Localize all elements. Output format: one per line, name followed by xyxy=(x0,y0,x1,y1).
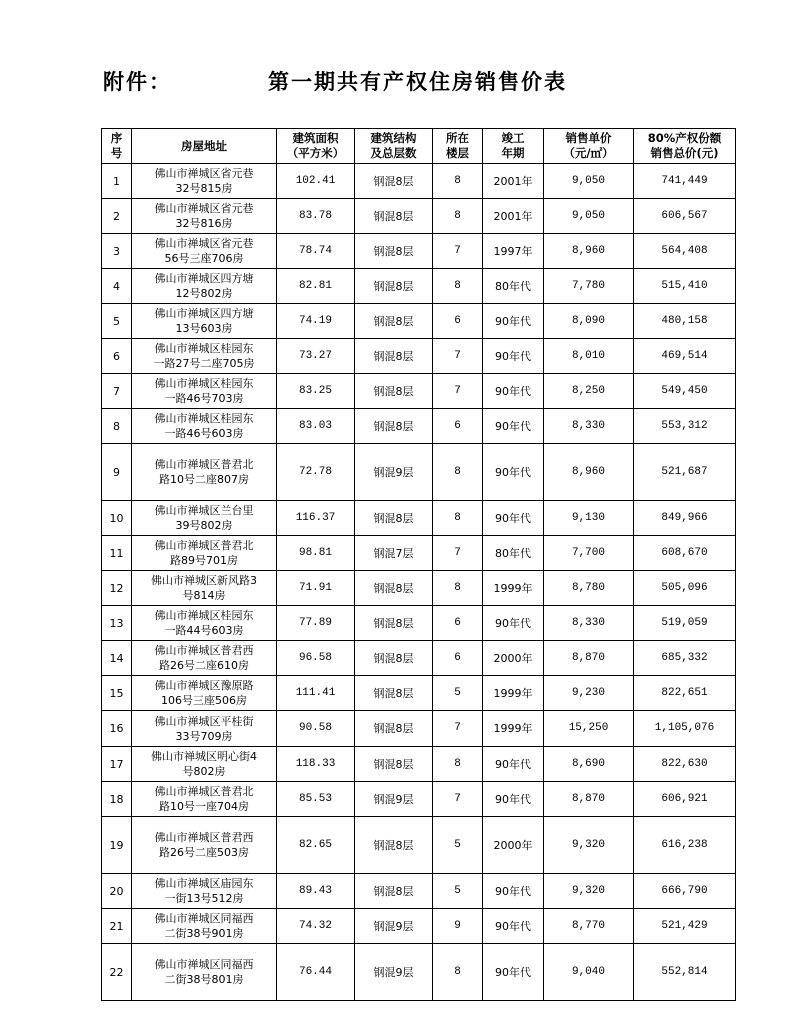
address-line-1: 佛山市禅城区普君北 xyxy=(154,458,254,471)
cell-completion-year: 90年代 xyxy=(483,339,544,374)
cell-unit-price: 8,690 xyxy=(544,747,634,782)
cell-address xyxy=(132,782,277,817)
cell-structure: 钢混9层 xyxy=(355,909,433,944)
cell-completion-year: 90年代 xyxy=(483,782,544,817)
cell-no: 3 xyxy=(102,234,132,269)
cell-address xyxy=(132,164,277,199)
cell-structure: 钢混9层 xyxy=(355,782,433,817)
cell-structure: 钢混8层 xyxy=(355,501,433,536)
cell-total-price: 606,567 xyxy=(634,199,736,234)
cell-floor: 5 xyxy=(433,676,483,711)
header-col-structure xyxy=(355,129,433,164)
header-col-unit-price xyxy=(544,129,634,164)
table-body xyxy=(102,164,736,1001)
cell-completion-year: 1999年 xyxy=(483,571,544,606)
cell-total-price: 685,332 xyxy=(634,641,736,676)
header-line-1: 80%产权份额 xyxy=(647,131,722,145)
cell-floor: 9 xyxy=(433,909,483,944)
cell-no: 14 xyxy=(102,641,132,676)
cell-floor: 7 xyxy=(433,374,483,409)
cell-floor: 8 xyxy=(433,747,483,782)
cell-address xyxy=(132,944,277,1001)
cell-structure: 钢混9层 xyxy=(355,444,433,501)
cell-no: 1 xyxy=(102,164,132,199)
cell-structure: 钢混8层 xyxy=(355,711,433,747)
cell-floor: 8 xyxy=(433,164,483,199)
address-line-1: 佛山市禅城区明心街4 xyxy=(151,750,257,763)
cell-unit-price: 7,780 xyxy=(544,269,634,304)
table-row xyxy=(102,164,736,199)
address-line-2: 39号802房 xyxy=(175,519,233,532)
cell-area: 98.81 xyxy=(277,536,355,571)
header-line-2: 号 xyxy=(110,146,123,160)
header-col-floor xyxy=(433,129,483,164)
cell-no: 15 xyxy=(102,676,132,711)
cell-structure: 钢混8层 xyxy=(355,199,433,234)
table-row xyxy=(102,234,736,269)
cell-no: 5 xyxy=(102,304,132,339)
cell-structure: 钢混9层 xyxy=(355,944,433,1001)
cell-floor: 5 xyxy=(433,874,483,909)
header-line-2: 及总层数 xyxy=(370,146,417,160)
address-line-2: 一路44号603房 xyxy=(164,624,244,637)
address-line-1: 佛山市禅城区四方塘 xyxy=(154,307,254,320)
cell-address xyxy=(132,676,277,711)
address-line-2: 一街13号512房 xyxy=(164,892,244,905)
cell-no: 12 xyxy=(102,571,132,606)
cell-total-price: 616,238 xyxy=(634,817,736,874)
cell-floor: 7 xyxy=(433,711,483,747)
address-line-2: 二街38号901房 xyxy=(164,927,244,940)
cell-area: 74.19 xyxy=(277,304,355,339)
cell-unit-price: 8,330 xyxy=(544,606,634,641)
header-col-no xyxy=(102,129,132,164)
cell-structure: 钢混8层 xyxy=(355,304,433,339)
cell-area: 74.32 xyxy=(277,909,355,944)
cell-structure: 钢混8层 xyxy=(355,234,433,269)
cell-floor: 5 xyxy=(433,817,483,874)
cell-area: 89.43 xyxy=(277,874,355,909)
header-line-1: 房屋地址 xyxy=(181,138,227,153)
address-line-1: 佛山市禅城区省元巷 xyxy=(154,202,254,215)
cell-total-price: 521,429 xyxy=(634,909,736,944)
cell-total-price: 606,921 xyxy=(634,782,736,817)
cell-address xyxy=(132,339,277,374)
address-line-1: 佛山市禅城区普君北 xyxy=(154,539,254,552)
cell-no: 16 xyxy=(102,711,132,747)
table-row xyxy=(102,817,736,874)
table-row xyxy=(102,269,736,304)
address-line-2: 二街38号801房 xyxy=(164,973,244,986)
address-line-2: 一路27号二座705房 xyxy=(153,357,255,370)
address-line-1: 佛山市禅城区普君北 xyxy=(154,785,254,798)
document-header xyxy=(0,66,789,100)
cell-address xyxy=(132,409,277,444)
cell-area: 83.03 xyxy=(277,409,355,444)
cell-floor: 8 xyxy=(433,501,483,536)
address-line-1: 佛山市禅城区豫原路 xyxy=(154,679,254,692)
address-line-1: 佛山市禅城区同福西 xyxy=(154,958,254,971)
table-row xyxy=(102,676,736,711)
cell-area: 118.33 xyxy=(277,747,355,782)
cell-address xyxy=(132,269,277,304)
cell-structure: 钢混8层 xyxy=(355,676,433,711)
cell-unit-price: 9,230 xyxy=(544,676,634,711)
cell-no: 17 xyxy=(102,747,132,782)
cell-address xyxy=(132,374,277,409)
cell-completion-year: 2001年 xyxy=(483,164,544,199)
cell-no: 4 xyxy=(102,269,132,304)
cell-address xyxy=(132,711,277,747)
address-line-2: 12号802房 xyxy=(175,287,233,300)
cell-total-price: 1,105,076 xyxy=(634,711,736,747)
header-line-1: 序 xyxy=(110,131,123,145)
cell-unit-price: 7,700 xyxy=(544,536,634,571)
cell-structure: 钢混8层 xyxy=(355,269,433,304)
address-line-1: 佛山市禅城区四方塘 xyxy=(154,272,254,285)
cell-floor: 7 xyxy=(433,339,483,374)
cell-structure: 钢混8层 xyxy=(355,747,433,782)
cell-unit-price: 9,050 xyxy=(544,199,634,234)
cell-area: 116.37 xyxy=(277,501,355,536)
cell-address xyxy=(132,909,277,944)
cell-area: 82.81 xyxy=(277,269,355,304)
cell-floor: 8 xyxy=(433,444,483,501)
cell-no: 22 xyxy=(102,944,132,1001)
cell-no: 6 xyxy=(102,339,132,374)
table-row xyxy=(102,641,736,676)
table-row xyxy=(102,782,736,817)
cell-unit-price: 9,050 xyxy=(544,164,634,199)
cell-address xyxy=(132,536,277,571)
table-header-row xyxy=(102,129,736,164)
cell-structure: 钢混8层 xyxy=(355,874,433,909)
address-line-1: 佛山市禅城区同福西 xyxy=(154,912,254,925)
cell-address xyxy=(132,641,277,676)
table-row xyxy=(102,199,736,234)
cell-address xyxy=(132,747,277,782)
address-line-2: 路89号701房 xyxy=(170,554,238,567)
cell-completion-year: 90年代 xyxy=(483,374,544,409)
cell-unit-price: 9,040 xyxy=(544,944,634,1001)
cell-completion-year: 1999年 xyxy=(483,711,544,747)
cell-floor: 6 xyxy=(433,606,483,641)
cell-floor: 7 xyxy=(433,782,483,817)
address-line-2: 一路46号603房 xyxy=(164,427,244,440)
header-line-2: 销售总价(元) xyxy=(650,146,719,160)
address-line-2: 路26号二座610房 xyxy=(159,659,249,672)
header-line-2: （平方米） xyxy=(286,146,345,160)
table-row xyxy=(102,711,736,747)
header-col-total-price xyxy=(634,129,736,164)
cell-total-price: 564,408 xyxy=(634,234,736,269)
cell-structure: 钢混7层 xyxy=(355,536,433,571)
cell-completion-year: 90年代 xyxy=(483,409,544,444)
table-row xyxy=(102,501,736,536)
address-line-1: 佛山市禅城区普君西 xyxy=(154,644,254,657)
cell-completion-year: 90年代 xyxy=(483,909,544,944)
header-line-1: 建筑面积 xyxy=(292,131,339,145)
cell-no: 2 xyxy=(102,199,132,234)
sales-price-table xyxy=(101,128,736,1001)
header-col-completion xyxy=(483,129,544,164)
cell-total-price: 549,450 xyxy=(634,374,736,409)
cell-structure: 钢混8层 xyxy=(355,339,433,374)
cell-area: 102.41 xyxy=(277,164,355,199)
cell-completion-year: 90年代 xyxy=(483,501,544,536)
cell-address xyxy=(132,606,277,641)
cell-address xyxy=(132,874,277,909)
cell-area: 85.53 xyxy=(277,782,355,817)
cell-total-price: 469,514 xyxy=(634,339,736,374)
cell-structure: 钢混8层 xyxy=(355,641,433,676)
cell-unit-price: 8,870 xyxy=(544,641,634,676)
table-row xyxy=(102,944,736,1001)
cell-floor: 8 xyxy=(433,199,483,234)
header-col-address xyxy=(132,129,277,164)
table-row xyxy=(102,374,736,409)
header-line-2: 年期 xyxy=(501,146,525,160)
cell-floor: 8 xyxy=(433,944,483,1001)
cell-structure: 钢混8层 xyxy=(355,571,433,606)
cell-completion-year: 1999年 xyxy=(483,676,544,711)
table-row xyxy=(102,747,736,782)
address-line-1: 佛山市禅城区庙园东 xyxy=(154,877,254,890)
cell-unit-price: 9,130 xyxy=(544,501,634,536)
cell-total-price: 849,966 xyxy=(634,501,736,536)
address-line-2: 13号603房 xyxy=(175,322,233,335)
cell-address xyxy=(132,571,277,606)
address-line-2: 路26号二座503房 xyxy=(159,846,249,859)
cell-no: 8 xyxy=(102,409,132,444)
address-line-1: 佛山市禅城区省元巷 xyxy=(154,237,254,250)
address-line-1: 佛山市禅城区兰台里 xyxy=(154,504,254,517)
cell-floor: 8 xyxy=(433,571,483,606)
cell-total-price: 552,814 xyxy=(634,944,736,1001)
cell-floor: 6 xyxy=(433,409,483,444)
cell-completion-year: 90年代 xyxy=(483,747,544,782)
cell-unit-price: 8,870 xyxy=(544,782,634,817)
cell-no: 20 xyxy=(102,874,132,909)
address-line-2: 路10号二座807房 xyxy=(159,473,249,486)
cell-no: 7 xyxy=(102,374,132,409)
cell-area: 73.27 xyxy=(277,339,355,374)
cell-total-price: 666,790 xyxy=(634,874,736,909)
cell-area: 83.78 xyxy=(277,199,355,234)
cell-unit-price: 15,250 xyxy=(544,711,634,747)
cell-structure: 钢混8层 xyxy=(355,409,433,444)
cell-floor: 6 xyxy=(433,304,483,339)
cell-no: 18 xyxy=(102,782,132,817)
address-line-2: 106号三座506房 xyxy=(161,694,247,707)
cell-address xyxy=(132,199,277,234)
cell-completion-year: 90年代 xyxy=(483,444,544,501)
cell-completion-year: 2001年 xyxy=(483,199,544,234)
cell-area: 78.74 xyxy=(277,234,355,269)
header-line-1: 竣工 xyxy=(501,131,525,145)
cell-address xyxy=(132,444,277,501)
cell-structure: 钢混8层 xyxy=(355,606,433,641)
cell-completion-year: 1997年 xyxy=(483,234,544,269)
cell-structure: 钢混8层 xyxy=(355,817,433,874)
cell-total-price: 515,410 xyxy=(634,269,736,304)
cell-area: 71.91 xyxy=(277,571,355,606)
table-row xyxy=(102,606,736,641)
cell-completion-year: 90年代 xyxy=(483,304,544,339)
cell-total-price: 822,630 xyxy=(634,747,736,782)
cell-unit-price: 9,320 xyxy=(544,817,634,874)
cell-address xyxy=(132,501,277,536)
table-row xyxy=(102,409,736,444)
cell-unit-price: 8,780 xyxy=(544,571,634,606)
address-line-1: 佛山市禅城区平桂街 xyxy=(154,714,254,728)
table-row xyxy=(102,339,736,374)
header-line-1: 销售单价 xyxy=(565,131,612,145)
table-row xyxy=(102,444,736,501)
header-line-1: 所在 xyxy=(446,131,469,145)
address-line-2: 56号三座706房 xyxy=(164,252,244,265)
address-line-1: 佛山市禅城区桂园东 xyxy=(154,609,254,622)
cell-unit-price: 8,960 xyxy=(544,234,634,269)
attachment-label: 附件： xyxy=(103,70,172,94)
cell-address xyxy=(132,304,277,339)
cell-unit-price: 9,320 xyxy=(544,874,634,909)
cell-area: 82.65 xyxy=(277,817,355,874)
cell-unit-price: 8,090 xyxy=(544,304,634,339)
cell-total-price: 741,449 xyxy=(634,164,736,199)
address-line-2: 33号709房 xyxy=(175,729,233,743)
address-line-2: 号814房 xyxy=(182,589,226,602)
cell-total-price: 519,059 xyxy=(634,606,736,641)
address-line-1: 佛山市禅城区桂园东 xyxy=(154,342,254,355)
cell-total-price: 505,096 xyxy=(634,571,736,606)
cell-no: 10 xyxy=(102,501,132,536)
cell-floor: 6 xyxy=(433,641,483,676)
cell-no: 13 xyxy=(102,606,132,641)
cell-unit-price: 8,330 xyxy=(544,409,634,444)
cell-area: 111.41 xyxy=(277,676,355,711)
address-line-2: 路10号一座704房 xyxy=(159,800,249,813)
cell-total-price: 521,687 xyxy=(634,444,736,501)
table-row xyxy=(102,909,736,944)
cell-unit-price: 8,770 xyxy=(544,909,634,944)
cell-area: 77.89 xyxy=(277,606,355,641)
cell-completion-year: 90年代 xyxy=(483,606,544,641)
address-line-2: 32号816房 xyxy=(175,217,233,230)
cell-unit-price: 8,010 xyxy=(544,339,634,374)
cell-area: 76.44 xyxy=(277,944,355,1001)
cell-completion-year: 90年代 xyxy=(483,874,544,909)
cell-area: 72.78 xyxy=(277,444,355,501)
header-line-2: 楼层 xyxy=(446,146,469,160)
cell-structure: 钢混8层 xyxy=(355,164,433,199)
cell-floor: 7 xyxy=(433,536,483,571)
cell-completion-year: 2000年 xyxy=(483,641,544,676)
cell-floor: 8 xyxy=(433,269,483,304)
cell-no: 9 xyxy=(102,444,132,501)
cell-unit-price: 8,250 xyxy=(544,374,634,409)
address-line-1: 佛山市禅城区桂园东 xyxy=(154,377,254,390)
page-title: 第一期共有产权住房销售价表 xyxy=(268,70,567,94)
cell-unit-price: 8,960 xyxy=(544,444,634,501)
cell-total-price: 480,158 xyxy=(634,304,736,339)
cell-no: 21 xyxy=(102,909,132,944)
address-line-1: 佛山市禅城区新风路3 xyxy=(151,574,257,587)
cell-total-price: 822,651 xyxy=(634,676,736,711)
cell-no: 19 xyxy=(102,817,132,874)
address-line-2: 号802房 xyxy=(182,765,226,778)
address-line-1: 佛山市禅城区普君西 xyxy=(154,831,254,844)
header-col-area xyxy=(277,129,355,164)
table-row xyxy=(102,571,736,606)
cell-area: 83.25 xyxy=(277,374,355,409)
cell-area: 90.58 xyxy=(277,711,355,747)
cell-address xyxy=(132,234,277,269)
cell-completion-year: 2000年 xyxy=(483,817,544,874)
table-row xyxy=(102,874,736,909)
cell-address xyxy=(132,817,277,874)
header-line-1: 建筑结构 xyxy=(370,131,417,145)
address-line-1: 佛山市禅城区桂园东 xyxy=(154,412,254,425)
cell-completion-year: 80年代 xyxy=(483,536,544,571)
table-row xyxy=(102,536,736,571)
address-line-1: 佛山市禅城区省元巷 xyxy=(154,167,254,180)
cell-completion-year: 80年代 xyxy=(483,269,544,304)
cell-total-price: 608,670 xyxy=(634,536,736,571)
header-line-2: （元/㎡） xyxy=(563,146,614,160)
table-row xyxy=(102,304,736,339)
cell-floor: 7 xyxy=(433,234,483,269)
cell-completion-year: 90年代 xyxy=(483,944,544,1001)
cell-area: 96.58 xyxy=(277,641,355,676)
cell-no: 11 xyxy=(102,536,132,571)
address-line-2: 一路46号703房 xyxy=(164,392,244,405)
address-line-2: 32号815房 xyxy=(175,182,233,195)
cell-structure: 钢混8层 xyxy=(355,374,433,409)
cell-total-price: 553,312 xyxy=(634,409,736,444)
